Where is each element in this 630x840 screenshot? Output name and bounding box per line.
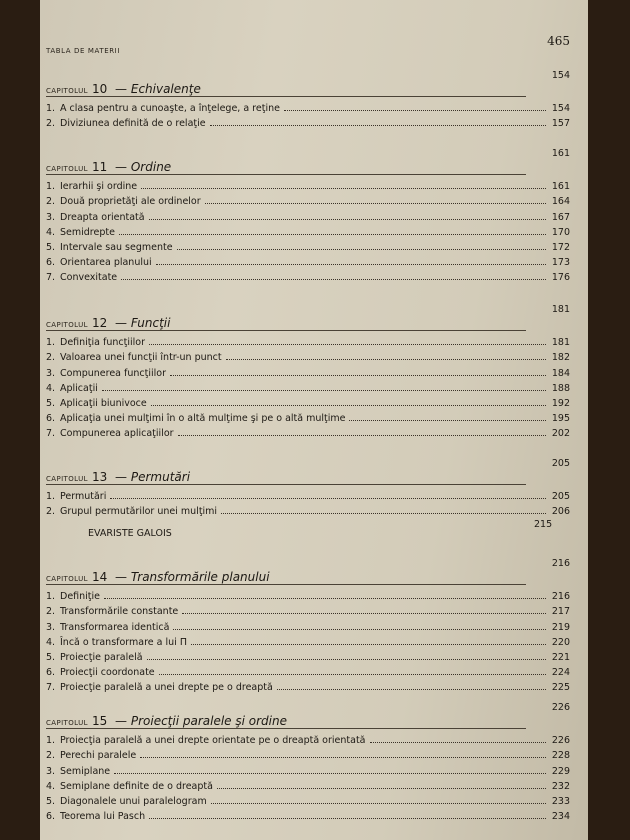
item-title: Semiplane definite de o dreaptă <box>60 780 213 792</box>
chapter-heading: CAPITOLUL 14 — Transformările planului 216 <box>46 558 570 584</box>
toc-row <box>46 333 570 348</box>
chapter-page: 181 <box>551 304 570 315</box>
item-title: Permutări <box>60 491 107 503</box>
item-title: Ierarhii şi ordine <box>60 181 138 193</box>
item-number: 4. <box>46 226 56 238</box>
item-title: Valoarea unei funcţii într-un punct <box>60 352 222 364</box>
toc-row <box>46 207 570 222</box>
item-page: 195 <box>551 413 570 425</box>
item-title: Aplicaţia unei mulţimi în o altă mulţime şi pe o altă mulţime <box>60 413 346 425</box>
dot-leader <box>156 264 546 265</box>
item-number: 4. <box>46 780 56 792</box>
divider <box>46 584 526 585</box>
toc-row <box>46 602 570 617</box>
item-number: 5. <box>46 795 56 807</box>
galois-page: 215 <box>534 519 553 530</box>
item-page: 188 <box>551 382 570 394</box>
item-page: 217 <box>551 606 570 618</box>
item-number: 2. <box>46 196 56 208</box>
chapter-heading: CAPITOLUL 15 — Proiecţii paralele şi ordine 226 <box>46 702 570 728</box>
item-number: 1. <box>46 591 56 603</box>
chapter-title: Echivalenţe <box>130 82 201 96</box>
item-title: Dreapta orientată <box>60 211 145 223</box>
item-page: 226 <box>551 735 570 747</box>
dot-leader <box>151 405 546 406</box>
dot-leader <box>221 513 546 514</box>
running-title: TABLA DE MATERII <box>46 47 121 55</box>
chapter-page: 205 <box>551 458 570 469</box>
item-number: 7. <box>46 682 56 694</box>
item-number: 6. <box>46 811 56 823</box>
chapter-13 <box>46 458 570 518</box>
chapter-page: 226 <box>551 702 570 713</box>
item-number: 1. <box>46 103 56 115</box>
item-page: 172 <box>551 241 570 253</box>
item-title: Orientarea planului <box>60 257 152 269</box>
item-page: 224 <box>551 667 570 679</box>
toc-row <box>46 99 570 114</box>
toc-row <box>46 648 570 663</box>
dot-leader <box>191 644 546 645</box>
item-number: 7. <box>46 272 56 284</box>
chapter-label: CAPITOLUL <box>46 475 88 483</box>
dot-leader <box>102 390 546 391</box>
page-header <box>46 34 570 57</box>
item-title: Încă o transformare a lui Π <box>60 636 187 648</box>
toc-row <box>46 617 570 632</box>
item-title: Semidrepte <box>60 226 115 238</box>
dot-leader <box>110 498 546 499</box>
dot-leader <box>159 674 546 675</box>
toc-row <box>46 238 570 253</box>
item-page: 184 <box>551 367 570 379</box>
divider <box>46 484 526 485</box>
chapter-number: 11 <box>91 160 108 174</box>
item-title: Diviziunea definită de o relaţie <box>60 118 206 130</box>
toc-row <box>46 223 570 238</box>
item-title: Perechi paralele <box>60 750 137 762</box>
toc-row <box>46 253 570 268</box>
item-page: 181 <box>551 337 570 349</box>
item-number: 6. <box>46 257 56 269</box>
dot-leader <box>104 598 546 599</box>
dot-leader <box>114 773 546 774</box>
chapter-title: Funcţii <box>130 316 171 330</box>
dot-leader <box>284 110 546 111</box>
item-title: Două proprietăţi ale ordinelor <box>60 196 201 208</box>
item-number: 3. <box>46 765 56 777</box>
chapter-heading: CAPITOLUL 10 — Echivalenţe 154 <box>46 70 570 96</box>
item-page: 170 <box>551 226 570 238</box>
item-page: 167 <box>551 211 570 223</box>
item-title: A clasa pentru a cunoaşte, a înţelege, a reţine <box>60 103 280 115</box>
item-title: Proiecţie paralelă <box>60 651 143 663</box>
toc-row <box>46 746 570 761</box>
item-number: 6. <box>46 667 56 679</box>
toc-row <box>46 792 570 807</box>
chapter-number: 14 <box>91 570 108 584</box>
toc-row <box>46 487 570 502</box>
dot-leader <box>205 203 546 204</box>
dot-leader <box>149 818 546 819</box>
item-page: 161 <box>551 181 570 193</box>
item-title: Proiecţii coordonate <box>60 667 155 679</box>
item-title: Transformarea identică <box>60 621 170 633</box>
dot-leader <box>211 803 546 804</box>
dot-leader <box>119 234 546 235</box>
item-number: 5. <box>46 241 56 253</box>
chapter-12 <box>46 304 570 440</box>
chapter-heading: CAPITOLUL 13 — Permutări 205 <box>46 458 570 484</box>
divider <box>46 728 526 729</box>
item-page: 233 <box>551 795 570 807</box>
item-title: Diagonalele unui paralelogram <box>60 795 207 807</box>
item-page: 164 <box>551 196 570 208</box>
item-number: 2. <box>46 606 56 618</box>
toc-row <box>46 192 570 207</box>
dot-leader <box>147 659 546 660</box>
toc-row <box>46 633 570 648</box>
toc-row <box>46 807 570 822</box>
item-page: 228 <box>551 750 570 762</box>
toc-row <box>46 731 570 746</box>
item-number: 3. <box>46 211 56 223</box>
chapter-label: CAPITOLUL <box>46 575 88 583</box>
item-number: 1. <box>46 337 56 349</box>
toc-row <box>46 363 570 378</box>
item-number: 1. <box>46 735 56 747</box>
item-page: 216 <box>551 591 570 603</box>
divider <box>46 96 526 97</box>
item-number: 1. <box>46 181 56 193</box>
item-page: 229 <box>551 765 570 777</box>
item-number: 5. <box>46 651 56 663</box>
chapter-label: CAPITOLUL <box>46 719 88 727</box>
toc-row <box>46 777 570 792</box>
chapter-14 <box>46 558 570 694</box>
item-title: Definiţia funcţiilor <box>60 337 145 349</box>
toc-row <box>46 394 570 409</box>
item-page: 225 <box>551 682 570 694</box>
item-number: 5. <box>46 397 56 409</box>
dot-leader <box>226 359 546 360</box>
item-title: Compunerea aplicaţiilor <box>60 428 174 440</box>
dot-leader <box>121 279 546 280</box>
item-title: Convexitate <box>60 272 118 284</box>
item-number: 7. <box>46 428 56 440</box>
toc-row <box>46 268 570 283</box>
item-page: 176 <box>551 272 570 284</box>
item-page: 219 <box>551 621 570 633</box>
item-page: 192 <box>551 397 570 409</box>
chapter-page: 161 <box>551 148 570 159</box>
item-number: 3. <box>46 367 56 379</box>
chapter-title: Transformările planului <box>130 570 270 584</box>
toc-row <box>46 761 570 776</box>
item-page: 206 <box>551 506 570 518</box>
item-number: 4. <box>46 382 56 394</box>
chapter-heading: CAPITOLUL 11 — Ordine 161 <box>46 148 570 174</box>
dot-leader <box>149 219 546 220</box>
item-number: 2. <box>46 506 56 518</box>
item-page: 157 <box>551 118 570 130</box>
dot-leader <box>370 742 547 743</box>
divider <box>46 330 526 331</box>
item-number: 2. <box>46 352 56 364</box>
item-page: 154 <box>551 103 570 115</box>
chapter-15 <box>46 702 570 823</box>
item-number: 6. <box>46 413 56 425</box>
item-number: 2. <box>46 118 56 130</box>
item-title: Semiplane <box>60 765 111 777</box>
item-number: 3. <box>46 621 56 633</box>
chapter-title: Ordine <box>130 160 172 174</box>
item-title: Definiţie <box>60 591 101 603</box>
item-title: Proiecţie paralelă a unei drepte pe o dreaptă <box>60 682 273 694</box>
page-number: 465 <box>547 34 570 48</box>
chapter-title: Proiecţii paralele şi ordine <box>130 714 287 728</box>
chapter-number: 12 <box>91 316 108 330</box>
dot-leader <box>349 420 546 421</box>
dot-leader <box>141 188 546 189</box>
chapter-label: CAPITOLUL <box>46 165 88 173</box>
toc-row <box>46 587 570 602</box>
item-title: Grupul permutărilor unei mulţimi <box>60 506 218 518</box>
item-page: 221 <box>551 651 570 663</box>
divider <box>46 174 526 175</box>
toc-row <box>46 502 570 517</box>
item-number: 2. <box>46 750 56 762</box>
item-page: 220 <box>551 636 570 648</box>
item-page: 182 <box>551 352 570 364</box>
item-page: 232 <box>551 780 570 792</box>
toc-row <box>46 678 570 693</box>
chapter-page: 154 <box>551 70 570 81</box>
item-title: Transformările constante <box>60 606 179 618</box>
dot-leader <box>210 125 546 126</box>
dot-leader <box>178 435 546 436</box>
item-page: 205 <box>551 491 570 503</box>
book-page <box>40 0 588 840</box>
item-number: 1. <box>46 491 56 503</box>
chapter-number: 13 <box>91 470 108 484</box>
chapter-number: 15 <box>91 714 108 728</box>
toc-row <box>46 177 570 192</box>
chapter-11 <box>46 148 570 284</box>
item-title: Aplicaţii <box>60 382 98 394</box>
chapter-title: Permutări <box>130 470 191 484</box>
chapter-label: CAPITOLUL <box>46 87 88 95</box>
dot-leader <box>177 249 546 250</box>
dot-leader <box>277 689 546 690</box>
chapter-10 <box>46 70 570 130</box>
dot-leader <box>217 788 546 789</box>
dot-leader <box>182 613 546 614</box>
chapter-label: CAPITOLUL <box>46 321 88 329</box>
item-page: 173 <box>551 257 570 269</box>
toc-row <box>46 409 570 424</box>
item-page: 234 <box>551 811 570 823</box>
toc-row <box>46 379 570 394</box>
toc-row <box>46 114 570 129</box>
toc-row <box>46 424 570 439</box>
chapter-number: 10 <box>91 82 108 96</box>
dot-leader <box>149 344 546 345</box>
item-number: 4. <box>46 636 56 648</box>
chapter-heading: CAPITOLUL 12 — Funcţii 181 <box>46 304 570 330</box>
chapter-page: 216 <box>551 558 570 569</box>
toc-row <box>46 663 570 678</box>
dot-leader <box>170 375 546 376</box>
item-title: Compunerea funcţiilor <box>60 367 166 379</box>
toc-row <box>46 348 570 363</box>
dot-leader <box>140 757 546 758</box>
item-title: Intervale sau segmente <box>60 241 173 253</box>
item-title: Proiecţia paralelă a unei drepte orientate pe o dreaptă orientată <box>60 735 366 747</box>
galois-entry: EVARISTE GALOIS <box>88 528 172 539</box>
item-title: Aplicaţii biunivoce <box>60 397 147 409</box>
item-title: Teorema lui Pasch <box>60 811 146 823</box>
dot-leader <box>173 629 546 630</box>
item-page: 202 <box>551 428 570 440</box>
